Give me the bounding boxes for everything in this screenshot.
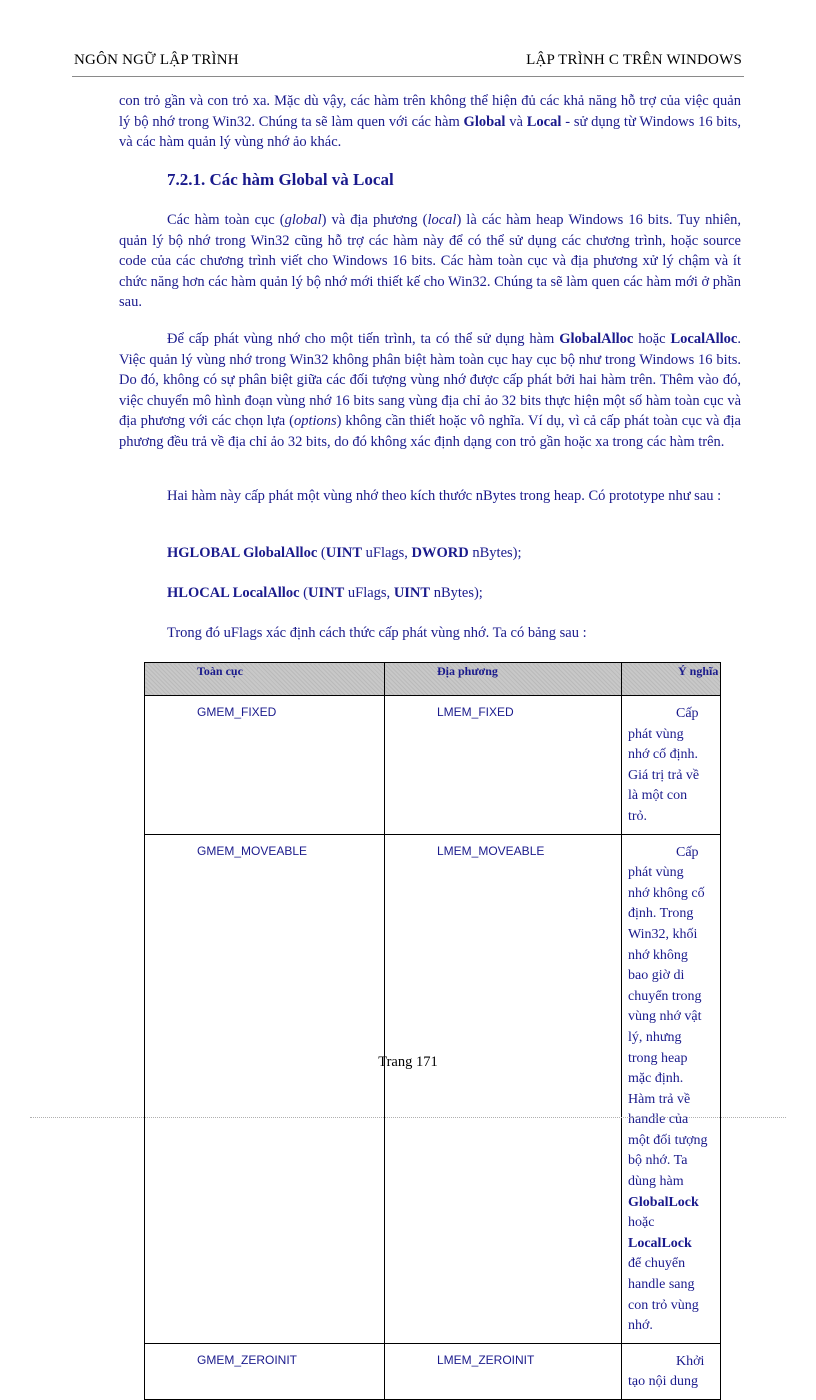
paragraph-prototype-intro: Hai hàm này cấp phát một vùng nhớ theo kích thước nBytes trong heap. Có prototype như sau : <box>167 488 722 504</box>
cell-meaning <box>622 834 721 1343</box>
table-row <box>145 696 721 835</box>
text-run: Cấp phát vùng nhớ không cố định. Trong Win32, khối nhớ không bao giờ di chuyển trong vùng nhớ vật lý, nhưng trong heap mặc định. Hàm trả về handle của một đối tượng bộ nhớ. Ta dùng hàm <box>628 844 708 1190</box>
text-run: con trỏ gần và con trỏ xa. Mặc dù vậy, các hàm trên không thể hiện đủ các khả năng hỗ trợ của việc quản lý bộ nhớ trong Win32. Chúng ta sẽ làm quen với các hàm <box>119 93 741 130</box>
text-run: - sử dụng từ Windows 16 bits, và các hàm quản lý vùng nhớ ảo khác. <box>119 113 742 151</box>
text-run: nBytes); <box>430 585 483 601</box>
paragraph-alloc <box>119 329 741 453</box>
text-run: để chuyển handle sang con trỏ vùng nhớ. <box>628 1256 699 1334</box>
running-header-right: LẬP TRÌNH C TRÊN WINDOWS <box>526 52 742 68</box>
italic-term: global <box>284 212 322 228</box>
bold-term: UINT <box>393 585 431 601</box>
text-run: ( <box>317 545 326 561</box>
cell-global-flag: GMEM_MOVEABLE <box>145 834 385 1343</box>
text-run: ) và địa phương ( <box>321 212 428 228</box>
header-local: Địa phương <box>385 663 622 696</box>
bold-term: Local <box>526 113 562 130</box>
header-rule <box>72 76 744 77</box>
bold-term: HLOCAL LocalAlloc <box>167 585 300 601</box>
meaning-text: Cấp phát vùng nhớ cố định. Giá trị trả về là một con trỏ. <box>628 706 700 824</box>
bold-term: DWORD <box>411 545 469 561</box>
cell-global-flag: GMEM_ZEROINIT <box>145 1343 385 1399</box>
section-title: 7.2.1. Các hàm Global và Local <box>167 170 394 189</box>
page-number: Trang 171 <box>378 1054 438 1070</box>
header-global: Toàn cục <box>145 663 385 696</box>
bold-term: GlobalAlloc <box>559 331 634 347</box>
italic-term: options <box>293 413 337 430</box>
text-run: ) không cần thiết hoặc vô nghĩa. Ví dụ, vì cả cấp phát toàn cục và địa phương đều trả về địa chỉ ảo 32 bits, do đó không xác định dạng con trỏ gần hoặc xa trong các hàm trên. <box>119 413 741 450</box>
text-run: hoặc <box>633 331 671 347</box>
bold-term: HGLOBAL GlobalAlloc <box>167 545 318 561</box>
prototype-localalloc <box>167 585 483 602</box>
table-row <box>145 834 721 1343</box>
text-run: uFlags, <box>362 545 412 561</box>
running-header-left: NGÔN NGỮ LẬP TRÌNH <box>74 52 239 68</box>
text-run: . Việc quản lý vùng nhớ trong Win32 không phân biệt hàm toàn cục hay cục bộ như trong Windows 16 bits. Do đó, không có sự phân biệt giữa các đối tượng vùng nhớ được cấp phát bởi hai hàm trên. Thêm vào đó, việc chuyển mô hình đoạn vùng nhớ 16 bits sang vùng địa chỉ ảo 32 bits thực hiện một số hàm toàn cục và địa phương với các chọn lựa ( <box>119 331 741 430</box>
prototype-globalalloc <box>167 545 522 562</box>
cell-meaning <box>622 696 721 835</box>
flags-table <box>144 662 721 1400</box>
text-run: và <box>505 113 527 130</box>
text-run: nBytes); <box>468 545 522 561</box>
cell-local-flag: LMEM_MOVEABLE <box>385 834 622 1343</box>
table-header-row <box>145 663 721 696</box>
bold-term: UINT <box>325 545 362 561</box>
paragraph-global-local <box>119 210 741 313</box>
text-run: hoặc <box>628 1215 655 1231</box>
bold-term: LocalAlloc <box>670 331 738 347</box>
bold-term: Global <box>463 113 506 130</box>
cell-local-flag: LMEM_ZEROINIT <box>385 1343 622 1399</box>
text-run: Các hàm toàn cục ( <box>167 212 285 228</box>
text-run: uFlags, <box>344 585 394 601</box>
header-meaning: Ý nghĩa <box>622 663 721 696</box>
cell-local-flag: LMEM_FIXED <box>385 696 622 835</box>
bold-term: GlobalLock <box>628 1194 699 1210</box>
bold-term: UINT <box>308 585 345 601</box>
table-intro: Trong đó uFlags xác định cách thức cấp phát vùng nhớ. Ta có bảng sau : <box>167 625 587 641</box>
cell-global-flag: GMEM_FIXED <box>145 696 385 835</box>
italic-term: local <box>427 212 457 228</box>
intro-paragraph <box>119 91 741 153</box>
text-run: ( <box>299 585 308 601</box>
meaning-text <box>628 843 708 1337</box>
page-bottom-divider <box>30 1117 786 1118</box>
table-row <box>145 1343 721 1399</box>
text-run: ) là các hàm heap Windows 16 bits. Tuy nhiên, quản lý bộ nhớ trong Win32 cũng hỗ trợ các hàm này để có thể sử dụng các chương trình, hoặc source code của các chương trình viết cho Windows 16 bits. Các hàm toàn cục và địa phương xử lý chậm và ít chức năng hơn các hàm quản lý bộ nhớ mới thiết kế cho Win32. Chúng ta sẽ làm quen các hàm mới ở phần sau. <box>119 212 741 311</box>
text-run: Để cấp phát vùng nhớ cho một tiến trình, ta có thể sử dụng hàm <box>167 331 560 347</box>
cell-meaning <box>622 1343 721 1399</box>
meaning-text: Khởi tạo nội dung <box>628 1353 705 1390</box>
bold-term: LocalLock <box>628 1235 692 1251</box>
